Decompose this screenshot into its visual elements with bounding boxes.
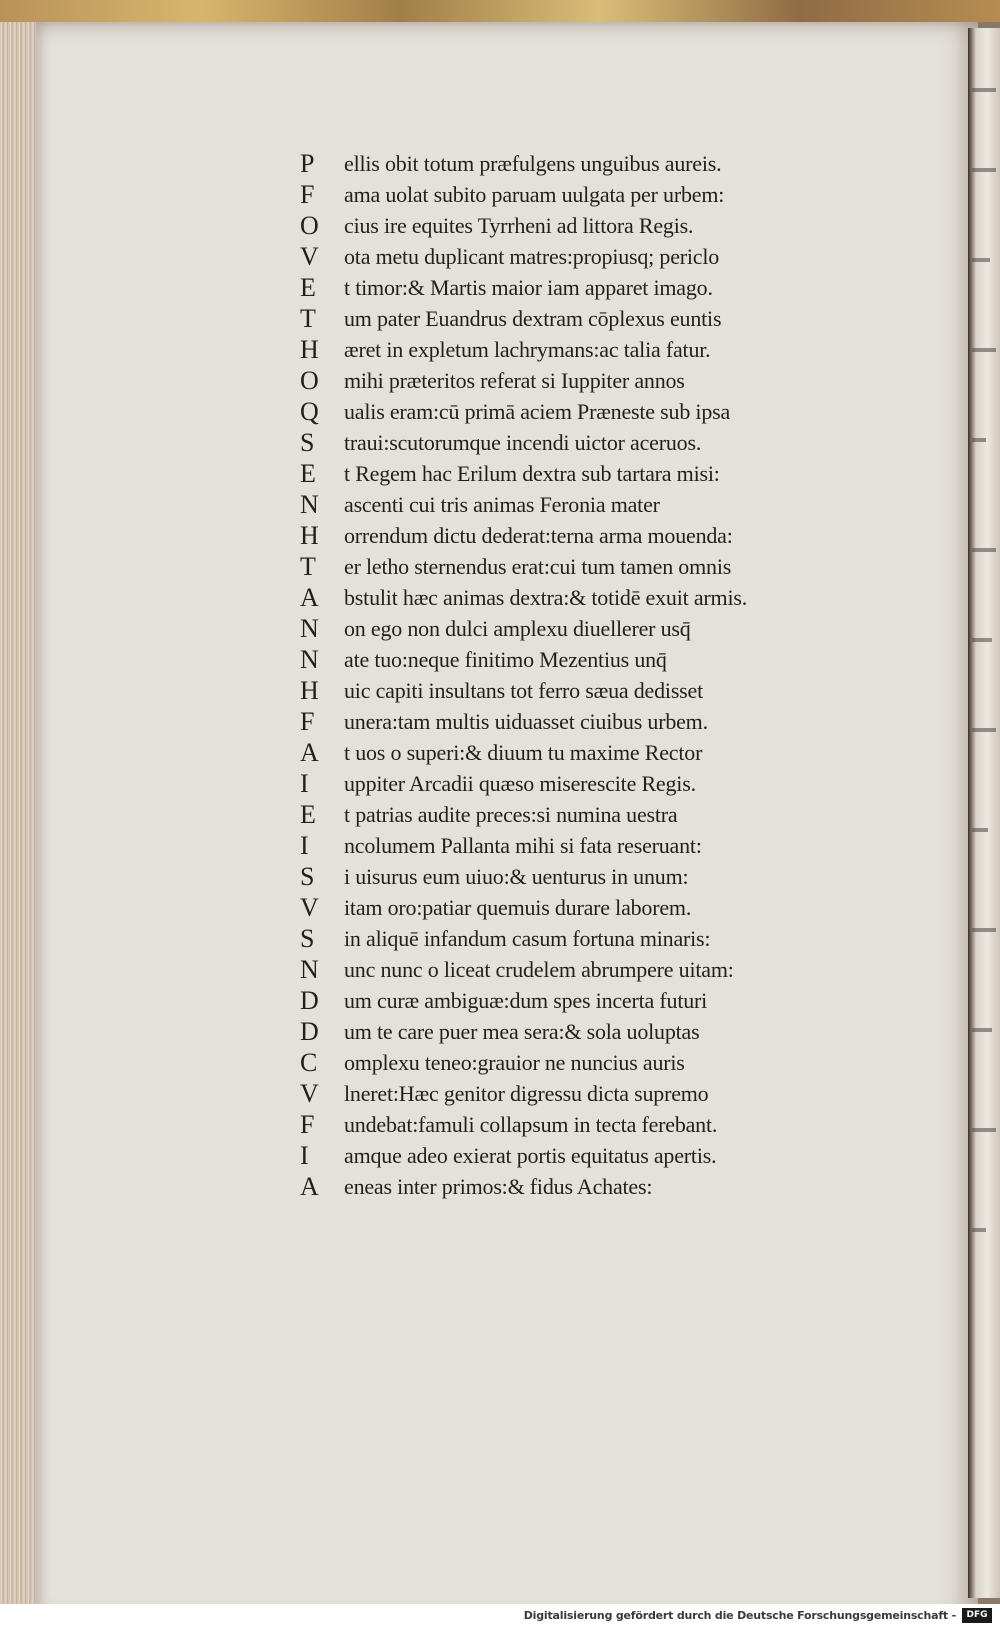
verse-text: unera:tam multis uiduasset ciuibus urbem. [344,709,708,734]
verse-text: omplexu teneo:grauior ne nuncius auris [344,1050,685,1075]
verse-initial: D [300,1017,319,1046]
verse-line [300,892,900,923]
verse-text: cius ire equites Tyrrheni ad littora Regis. [344,213,694,238]
verse-line [300,179,900,210]
verse-initial: H [300,335,319,364]
verse-line [300,241,900,272]
verse-line [300,799,900,830]
gilded-top-edge [0,0,1000,22]
verse-text: in aliquē infandum casum fortuna minaris: [344,926,711,951]
verse-initial: A [300,583,319,612]
verse-initial: N [300,614,319,643]
verse-line [300,272,900,303]
verse-initial: O [300,366,319,395]
verse-line [300,861,900,892]
verse-initial: H [300,676,319,705]
verse-text: lneret:Hæc genitor digressu dicta supremo [344,1081,709,1106]
verse-text: t patrias audite preces:si numina uestra [344,802,678,827]
verse-column [300,148,900,1202]
verse-line [300,582,900,613]
verse-text: undebat:famuli collapsum in tecta ferebant. [344,1112,718,1137]
verse-text: ama uolat subito paruam uulgata per urbem: [344,182,725,207]
funding-credit: Digitalisierung gefördert durch die Deutsche Forschungsgemeinschaft - [523,1609,956,1622]
verse-line [300,520,900,551]
verse-text: t uos o superi:& diuum tu maxime Rector [344,740,703,765]
verse-line [300,954,900,985]
verse-line [300,1078,900,1109]
verse-text: unc nunc o liceat crudelem abrumpere uitam: [344,957,734,982]
verse-text: ascenti cui tris animas Feronia mater [344,492,660,517]
verse-initial: I [300,769,309,798]
verse-initial: I [300,831,309,860]
verse-text: ate tuo:neque finitimo Mezentius unq̄ [344,647,667,672]
footer-bar [0,1604,1000,1627]
verse-initial: V [300,893,319,922]
verse-line [300,768,900,799]
verse-line [300,427,900,458]
verse-line [300,1016,900,1047]
verse-initial: F [300,707,315,736]
verse-text: uic capiti insultans tot ferro sæua dedisset [344,678,704,703]
verse-initial: D [300,986,319,1015]
verse-initial: T [300,552,316,581]
verse-text: eneas inter primos:& fidus Achates: [344,1174,653,1199]
verse-line [300,210,900,241]
verse-text: ualis eram:cū primā aciem Præneste sub ipsa [344,399,731,424]
verse-line [300,644,900,675]
verse-line [300,706,900,737]
verse-text: æret in expletum lachrymans:ac talia fatur. [344,337,711,362]
verse-line [300,334,900,365]
verse-line [300,737,900,768]
verse-text: on ego non dulci amplexu diuellerer usq̄ [344,616,691,641]
verse-initial: C [300,1048,318,1077]
verse-initial: E [300,273,316,302]
verse-text: uppiter Arcadii quæso miserescite Regis. [344,771,696,796]
verse-line [300,303,900,334]
verse-line [300,458,900,489]
verse-text: bstulit hæc animas dextra:& totidē exuit armis. [344,585,748,610]
verse-initial: A [300,1172,319,1201]
verse-text: ncolumem Pallanta mihi si fata reseruant: [344,833,702,858]
verse-line [300,923,900,954]
verse-line [300,148,900,179]
verse-initial: A [300,738,319,767]
dfg-logo: DFG [962,1608,992,1623]
verse-line [300,396,900,427]
verse-text: um te care puer mea sera:& sola uoluptas [344,1019,700,1044]
verse-initial: Q [300,397,319,426]
verse-initial: F [300,180,315,209]
verse-line [300,1047,900,1078]
verse-text: i uisurus eum uiuo:& uenturus in unum: [344,864,689,889]
verse-line [300,1109,900,1140]
verse-text: amque adeo exierat portis equitatus apertis. [344,1143,717,1168]
verse-initial: S [300,924,315,953]
verse-line [300,1140,900,1171]
verse-line [300,489,900,520]
verse-text: um pater Euandrus dextram cōplexus euntis [344,306,722,331]
verse-initial: F [300,1110,315,1139]
verse-initial: N [300,645,319,674]
verse-initial: V [300,242,319,271]
verse-initial: T [300,304,316,333]
verse-initial: S [300,862,315,891]
verse-text: itam oro:patiar quemuis durare laborem. [344,895,692,920]
verse-line [300,985,900,1016]
verse-line [300,551,900,582]
verse-text: t timor:& Martis maior iam apparet imago. [344,275,713,300]
verse-text: mihi præteritos referat si Iuppiter annos [344,368,685,393]
verse-initial: E [300,459,316,488]
verse-initial: V [300,1079,319,1108]
verse-text: orrendum dictu dederat:terna arma mouenda: [344,523,733,548]
facing-page-edge [968,28,1000,1598]
verse-line [300,675,900,706]
verse-initial: P [300,149,315,178]
verse-line [300,830,900,861]
page-stack-edge [0,22,36,1627]
verse-initial: E [300,800,316,829]
verse-text: t Regem hac Erilum dextra sub tartara misi: [344,461,720,486]
verse-text: er letho sternendus erat:cui tum tamen omnis [344,554,732,579]
verse-text: ota metu duplicant matres:propiusq; periclo [344,244,720,269]
verse-initial: H [300,521,319,550]
verse-initial: O [300,211,319,240]
verse-initial: N [300,955,319,984]
verse-line [300,613,900,644]
verse-initial: S [300,428,315,457]
verse-initial: I [300,1141,309,1170]
verse-text: ellis obit totum præfulgens unguibus aureis. [344,151,722,176]
verse-initial: N [300,490,319,519]
verse-line [300,365,900,396]
verse-text: um curæ ambiguæ:dum spes incerta futuri [344,988,708,1013]
verse-line [300,1171,900,1202]
verse-text: traui:scutorumque incendi uictor aceruos. [344,430,702,455]
